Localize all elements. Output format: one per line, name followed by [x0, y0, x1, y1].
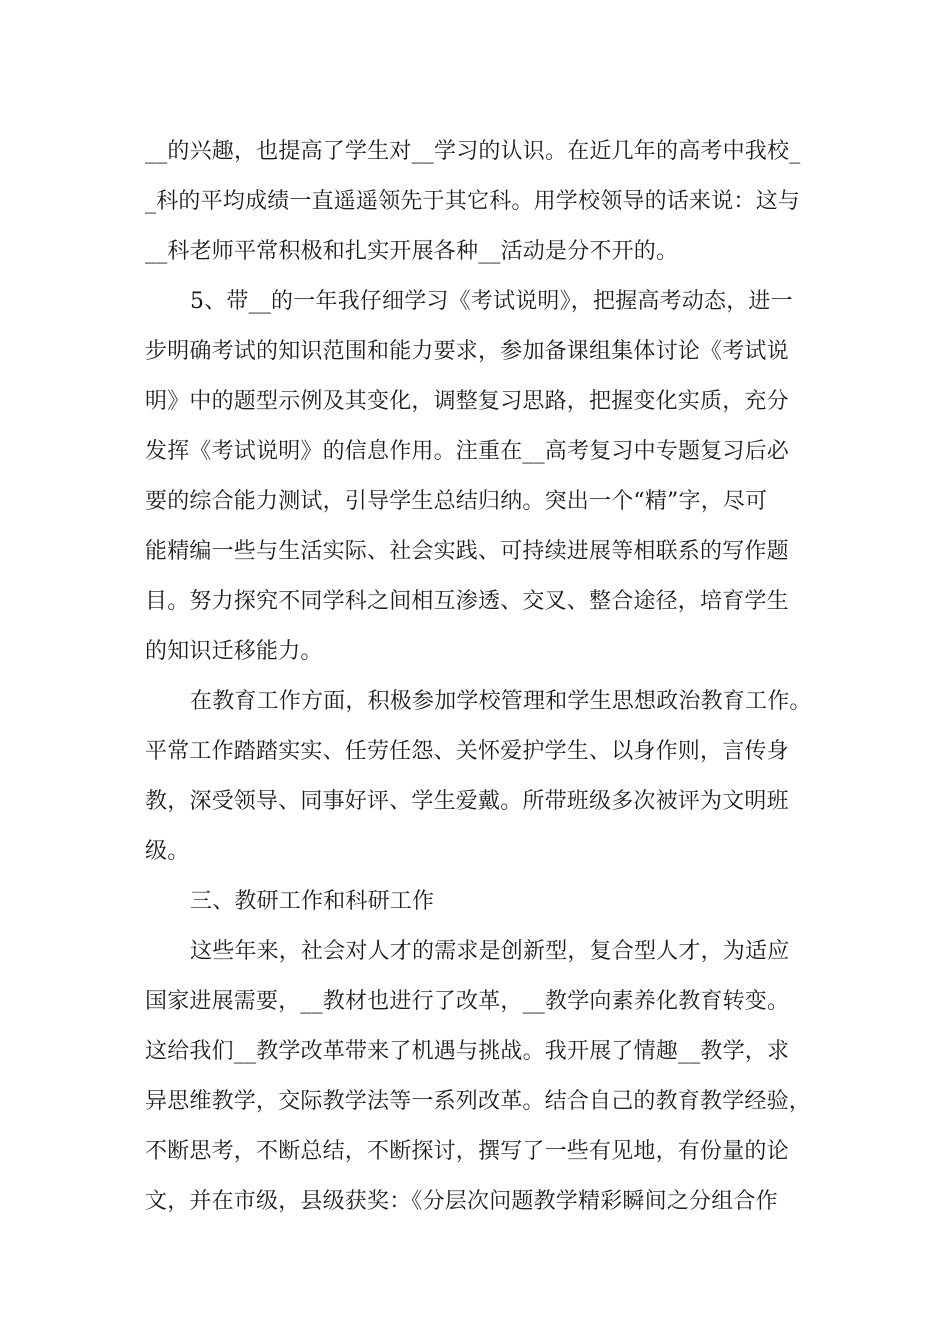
text-line-18: 国家进展需要，__教材也进行了改革，__教学向素养化教育转变。 [145, 989, 790, 1014]
text-line-2: _科的平均成绩一直遥遥领先于其它科。用学校领导的话来说：这与 [145, 189, 801, 214]
text-line-20: 异思维教学，交际教学法等一系列改革。结合自己的教育教学经验， [145, 1089, 812, 1114]
section-heading-research: 三、教研工作和科研工作 [190, 889, 435, 914]
paragraph-5-start: 5、带__的一年我仔细学习《考试说明》，把握高考动态，进一 [190, 289, 793, 314]
text-line-9: 能精编一些与生活实际、社会实践、可持续进展等相联系的写作题 [145, 539, 789, 564]
text-line-21: 不断思考，不断总结，不断探讨，撰写了一些有见地，有份量的论 [145, 1139, 789, 1164]
text-line-14: 教，深受领导、同事好评、学生爱戴。所带班级多次被评为文明班 [145, 789, 789, 814]
text-line-11: 的知识迁移能力。 [145, 639, 323, 664]
paragraph-education-start: 在教育工作方面，积极参加学校管理和学生思想政治教育工作。 [190, 689, 812, 714]
text-line-3: __科老师平常积极和扎实开展各种__活动是分不开的。 [145, 239, 679, 264]
text-line-10: 目。努力探究不同学科之间相互渗透、交叉、整合途径，培育学生 [145, 589, 789, 614]
paragraph-research-start: 这些年来，社会对人才的需求是创新型，复合型人才，为适应 [190, 939, 790, 964]
text-line-6: 明》中的题型示例及其变化，调整复习思路，把握变化实质，充分 [145, 389, 789, 414]
text-line-19: 这给我们__教学改革带来了机遇与挑战。我开展了情趣__教学，求 [145, 1039, 790, 1064]
text-line-5: 步明确考试的知识范围和能力要求，参加备课组集体讨论《考试说 [145, 339, 789, 364]
text-line-15: 级。 [145, 839, 190, 864]
text-line-22: 文，并在市级，县级获奖：《分层次问题教学精彩瞬间之分组合作 [145, 1189, 778, 1214]
text-line-1: __的兴趣，也提高了学生对__学习的认识。在近几年的高考中我校_ [145, 139, 801, 164]
text-line-8: 要的综合能力测试，引导学生总结归纳。突出一个“精”字，尽可 [145, 489, 768, 514]
text-line-7: 发挥《考试说明》的信息作用。注重在__高考复习中专题复习后必 [145, 439, 790, 464]
text-line-13: 平常工作踏踏实实、任劳任怨、关怀爱护学生、以身作则，言传身 [145, 739, 789, 764]
